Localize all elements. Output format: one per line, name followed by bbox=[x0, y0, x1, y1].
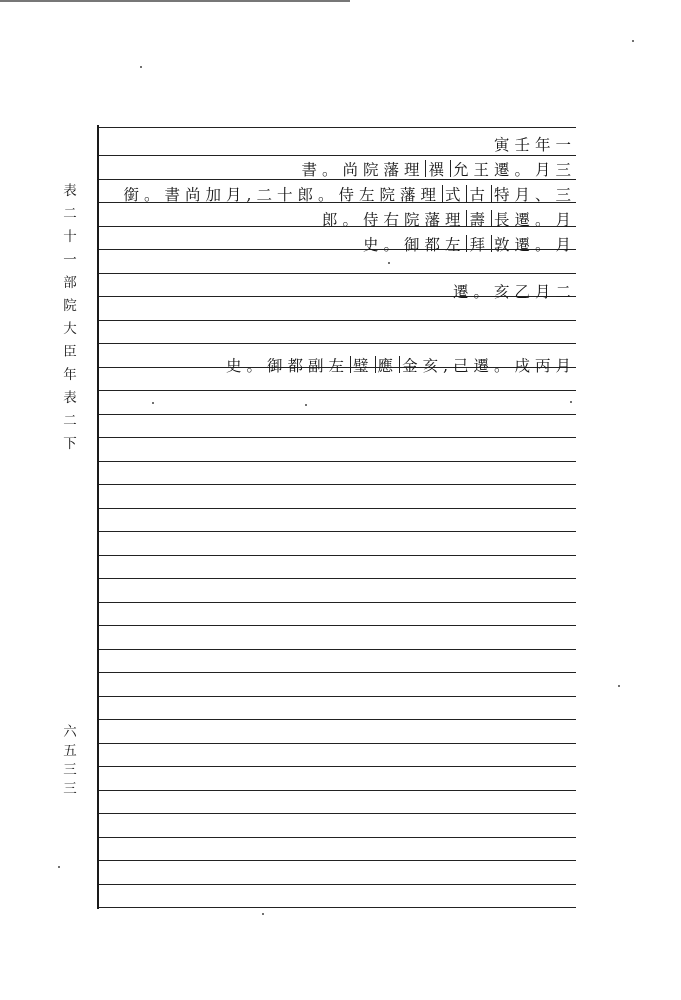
entry-row-appointment bbox=[301, 157, 576, 183]
entry-text: 書。尚院藩理 bbox=[301, 161, 425, 179]
table-rule-line bbox=[99, 743, 576, 744]
entry-text: 允王遷。月三 bbox=[452, 161, 576, 179]
margin-title: 表二十一 部院大臣年表二下 bbox=[63, 183, 91, 452]
table-rule-line bbox=[99, 837, 576, 838]
table-rule-line bbox=[99, 508, 576, 509]
table-rule-line bbox=[99, 649, 576, 650]
table-rule-line bbox=[99, 320, 576, 321]
name-separator bbox=[425, 160, 426, 177]
table-rule-line bbox=[99, 437, 576, 438]
entry-text: 敦遷。月 bbox=[493, 236, 576, 254]
speck bbox=[58, 866, 60, 868]
table-rule-line bbox=[99, 578, 576, 579]
person-name-char: 璧 bbox=[353, 357, 374, 375]
table-rule-line bbox=[99, 602, 576, 603]
name-separator bbox=[375, 356, 376, 373]
table-rule-line bbox=[99, 766, 576, 767]
entry-row-appointment bbox=[124, 182, 576, 208]
speck bbox=[152, 402, 154, 404]
speck bbox=[140, 66, 142, 68]
table-rule-line bbox=[99, 127, 576, 128]
table-rule-line bbox=[99, 273, 576, 274]
table-rule-line bbox=[99, 813, 576, 814]
entry-text: 長遷。月 bbox=[493, 211, 576, 229]
name-separator bbox=[442, 185, 443, 202]
table-rule-line bbox=[99, 672, 576, 673]
name-separator bbox=[450, 160, 451, 177]
entry-row-appointment bbox=[322, 207, 576, 233]
person-name-char: 拜 bbox=[469, 236, 490, 254]
speck bbox=[632, 40, 634, 42]
person-name-char: 古 bbox=[469, 186, 490, 204]
entry-text: 金亥,己遷。戌丙月 bbox=[402, 357, 576, 375]
table-rule-line bbox=[99, 414, 576, 415]
entry-text: 郎。侍右院藩理 bbox=[321, 211, 466, 229]
name-separator bbox=[466, 235, 467, 252]
table-frame-left bbox=[97, 125, 99, 909]
name-separator bbox=[491, 235, 492, 252]
entry-row-transfer bbox=[453, 279, 576, 305]
speck bbox=[570, 401, 572, 403]
table-rule-line bbox=[99, 860, 576, 861]
entry-text: 寅壬年一 bbox=[493, 136, 576, 154]
entry-text: 遷。亥乙月二 bbox=[452, 283, 576, 301]
table-rule-line bbox=[99, 907, 576, 908]
table-rule-line bbox=[99, 790, 576, 791]
table-rule-line bbox=[99, 461, 576, 462]
entry-text: 銜。書尚加月,二十郎。侍左院藩理 bbox=[123, 186, 441, 204]
scan-edge-line bbox=[0, 0, 350, 2]
person-name-char: 禩 bbox=[428, 161, 449, 179]
table-rule-line bbox=[99, 884, 576, 885]
table-rule-line bbox=[99, 390, 576, 391]
table-rule-line bbox=[99, 719, 576, 720]
page-number: 六五三三 bbox=[63, 724, 77, 797]
speck bbox=[388, 262, 390, 264]
entry-text: 史。御都副左 bbox=[226, 357, 350, 375]
entry-row-year bbox=[494, 132, 576, 158]
entry-text: 史。御都左 bbox=[362, 236, 466, 254]
speck bbox=[618, 685, 620, 687]
name-separator bbox=[350, 356, 351, 373]
name-separator bbox=[466, 185, 467, 202]
table-rule-line bbox=[99, 484, 576, 485]
table-rule-line bbox=[99, 343, 576, 344]
person-name-char: 式 bbox=[444, 186, 466, 204]
table-rule-line bbox=[99, 696, 576, 697]
speck bbox=[262, 913, 264, 915]
name-separator bbox=[491, 185, 492, 202]
person-name-char: 壽 bbox=[469, 211, 490, 229]
table-rule-line bbox=[99, 531, 576, 532]
name-separator bbox=[466, 210, 467, 227]
table-rule-line bbox=[99, 555, 576, 556]
table-rule-line bbox=[99, 625, 576, 626]
entry-row-appointment bbox=[363, 232, 576, 258]
name-separator bbox=[399, 356, 400, 373]
speck bbox=[305, 404, 307, 406]
entry-row-appointment bbox=[226, 353, 576, 379]
name-separator bbox=[491, 210, 492, 227]
entry-text: 特月、三 bbox=[493, 186, 576, 204]
person-name-char: 應 bbox=[377, 357, 399, 375]
